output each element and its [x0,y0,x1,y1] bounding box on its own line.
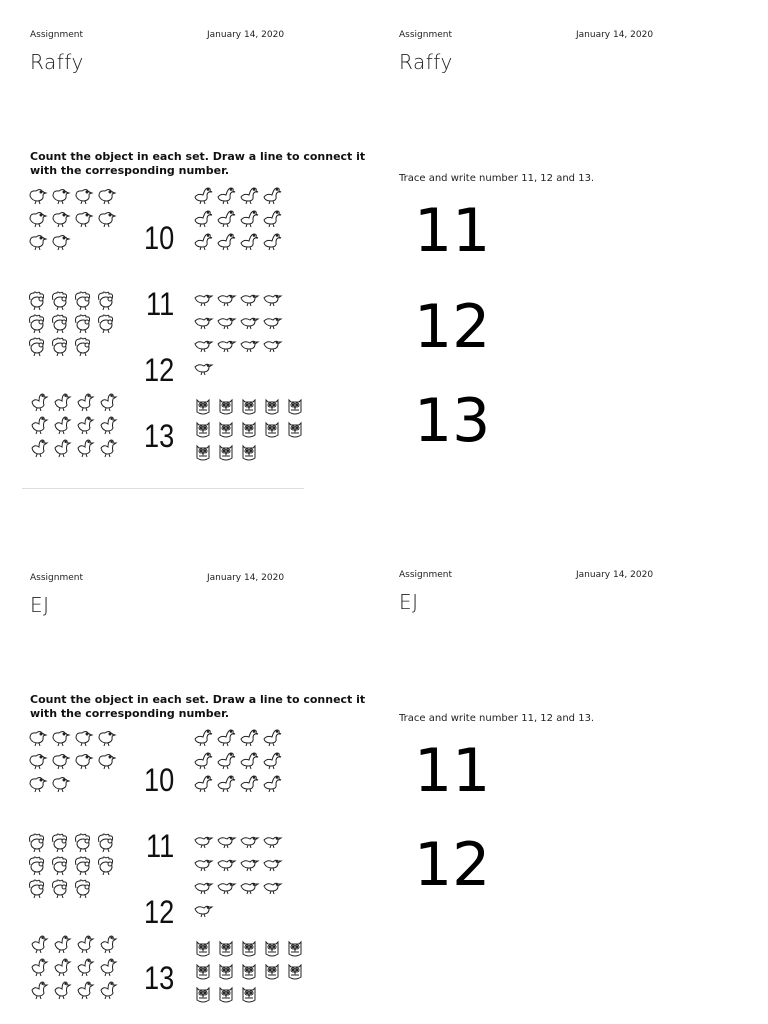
bird-icon [261,334,283,356]
duck-icon [99,390,121,412]
assignment-label: Assignment [399,570,452,580]
goose-icon [192,230,214,252]
chicken-icon [49,184,71,206]
number-twelve: 12 [144,352,175,388]
duck-icon [76,978,98,1000]
bird-icon [238,311,260,333]
turkey-icon [49,855,71,877]
turkey-icon [72,313,94,335]
student-name: Raffy [30,50,84,74]
number-ten: 10 [144,220,175,256]
bird-icon [215,311,237,333]
duck-icon [76,932,98,954]
goose-icon [215,184,237,206]
turkey-icon [26,855,48,877]
duck-icon [53,932,75,954]
turkey-icon [49,878,71,900]
turkey-icon [95,313,117,335]
number-ten: 10 [144,762,175,798]
turkey-icon [26,832,48,854]
date-label: January 14, 2020 [207,573,285,583]
owl-icon [215,419,237,441]
bird-set [192,288,283,379]
chicken-set [26,184,117,252]
turkey-icon [72,336,94,358]
turkey-icon [49,313,71,335]
counting-worksheet [22,180,307,490]
turkey-icon [72,832,94,854]
trace-number-eleven: 11 [414,196,491,266]
bird-icon [192,288,214,310]
turkey-icon [95,855,117,877]
owl-icon [215,938,237,960]
owl-icon [192,396,214,418]
owl-icon [215,984,237,1006]
chicken-icon [72,184,94,206]
goose-icon [261,749,283,771]
duck-icon [53,955,75,977]
student-name: EJ [399,590,419,614]
trace-number-eleven: 11 [414,736,491,806]
owl-icon [238,984,260,1006]
goose-icon [261,772,283,794]
turkey-icon [95,832,117,854]
bird-icon [238,334,260,356]
owl-icon [284,938,306,960]
chicken-icon [49,749,71,771]
trace-number-twelve: 12 [414,292,491,362]
tracing-instruction: Trace and write number 11, 12 and 13. [399,713,595,724]
counting-worksheet [22,722,307,1007]
chicken-icon [26,772,48,794]
counting-instruction: Count the object in each set. Draw a line to connect it with the corresponding number. [30,693,366,720]
bird-icon [215,288,237,310]
duck-icon [99,978,121,1000]
bird-icon [192,853,214,875]
assignment-label: Assignment [30,30,83,40]
counting-instruction: Count the object in each set. Draw a line to connect it with the corresponding number. [30,150,366,177]
owl-icon [192,961,214,983]
duck-icon [30,955,52,977]
chicken-icon [26,749,48,771]
number-thirteen: 13 [144,418,175,454]
owl-icon [261,938,283,960]
turkey-icon [26,313,48,335]
duck-icon [76,413,98,435]
turkey-set [26,290,117,358]
goose-icon [192,749,214,771]
goose-icon [238,726,260,748]
goose-icon [215,726,237,748]
goose-icon [238,749,260,771]
bird-icon [215,334,237,356]
duck-icon [99,932,121,954]
duck-set [30,390,121,458]
chicken-set [26,726,117,794]
trace-number-thirteen: 13 [414,386,491,456]
owl-icon [284,396,306,418]
bird-icon [238,830,260,852]
duck-icon [53,413,75,435]
owl-icon [261,419,283,441]
goose-icon [215,772,237,794]
turkey-icon [49,336,71,358]
goose-icon [238,184,260,206]
bird-icon [215,876,237,898]
bird-icon [192,334,214,356]
chicken-icon [26,184,48,206]
owl-icon [192,938,214,960]
bird-icon [192,830,214,852]
bird-icon [238,853,260,875]
date-label: January 14, 2020 [576,570,654,580]
turkey-icon [26,878,48,900]
bird-icon [261,876,283,898]
owl-icon [192,984,214,1006]
duck-icon [99,955,121,977]
duck-icon [76,955,98,977]
goose-icon [215,207,237,229]
number-thirteen: 13 [144,960,175,996]
turkey-icon [26,290,48,312]
trace-number-twelve: 12 [414,830,491,900]
chicken-icon [26,230,48,252]
chicken-icon [72,749,94,771]
duck-icon [30,390,52,412]
chicken-icon [72,207,94,229]
goose-icon [261,230,283,252]
number-eleven: 11 [146,286,175,322]
owl-icon [238,961,260,983]
duck-icon [53,436,75,458]
duck-icon [30,932,52,954]
turkey-icon [95,290,117,312]
chicken-icon [95,726,117,748]
goose-icon [192,726,214,748]
goose-icon [215,749,237,771]
goose-set [192,184,283,252]
owl-icon [261,961,283,983]
duck-icon [30,436,52,458]
owl-icon [215,961,237,983]
date-label: January 14, 2020 [207,30,285,40]
goose-set [192,726,283,794]
chicken-icon [95,207,117,229]
owl-icon [215,396,237,418]
number-twelve: 12 [144,894,175,930]
goose-icon [238,207,260,229]
bird-icon [215,830,237,852]
turkey-icon [49,832,71,854]
goose-icon [261,207,283,229]
duck-icon [53,978,75,1000]
worksheet-edge [22,488,304,489]
chicken-icon [72,726,94,748]
date-label: January 14, 2020 [576,30,654,40]
owl-icon [215,442,237,464]
duck-icon [30,978,52,1000]
owl-icon [284,961,306,983]
bird-icon [192,899,214,921]
bird-icon [261,853,283,875]
chicken-icon [49,726,71,748]
goose-icon [261,184,283,206]
turkey-icon [72,878,94,900]
assignment-label: Assignment [30,573,83,583]
tracing-instruction: Trace and write number 11, 12 and 13. [399,173,595,184]
owl-icon [238,938,260,960]
goose-icon [192,772,214,794]
student-name: Raffy [399,50,453,74]
chicken-icon [49,772,71,794]
owl-icon [192,442,214,464]
owl-icon [284,419,306,441]
duck-icon [53,390,75,412]
duck-icon [99,436,121,458]
student-name: EJ [30,593,50,617]
bird-icon [192,357,214,379]
owl-set [192,396,306,464]
bird-icon [261,288,283,310]
goose-icon [215,230,237,252]
goose-icon [261,726,283,748]
turkey-icon [49,290,71,312]
chicken-icon [49,230,71,252]
bird-icon [261,311,283,333]
duck-icon [30,413,52,435]
assignment-label: Assignment [399,30,452,40]
turkey-set [26,832,117,900]
owl-icon [261,396,283,418]
turkey-icon [72,290,94,312]
owl-icon [238,396,260,418]
number-eleven: 11 [146,828,175,864]
duck-icon [76,436,98,458]
owl-icon [192,419,214,441]
duck-icon [76,390,98,412]
chicken-icon [95,749,117,771]
chicken-icon [26,726,48,748]
bird-icon [238,288,260,310]
goose-icon [192,207,214,229]
duck-icon [99,413,121,435]
chicken-icon [49,207,71,229]
goose-icon [238,772,260,794]
owl-set [192,938,306,1006]
duck-set [30,932,121,1000]
turkey-icon [72,855,94,877]
turkey-icon [26,336,48,358]
bird-set [192,830,283,921]
owl-icon [238,442,260,464]
bird-icon [261,830,283,852]
bird-icon [192,876,214,898]
bird-icon [192,311,214,333]
bird-icon [215,853,237,875]
goose-icon [192,184,214,206]
goose-icon [238,230,260,252]
bird-icon [238,876,260,898]
chicken-icon [26,207,48,229]
owl-icon [238,419,260,441]
chicken-icon [95,184,117,206]
